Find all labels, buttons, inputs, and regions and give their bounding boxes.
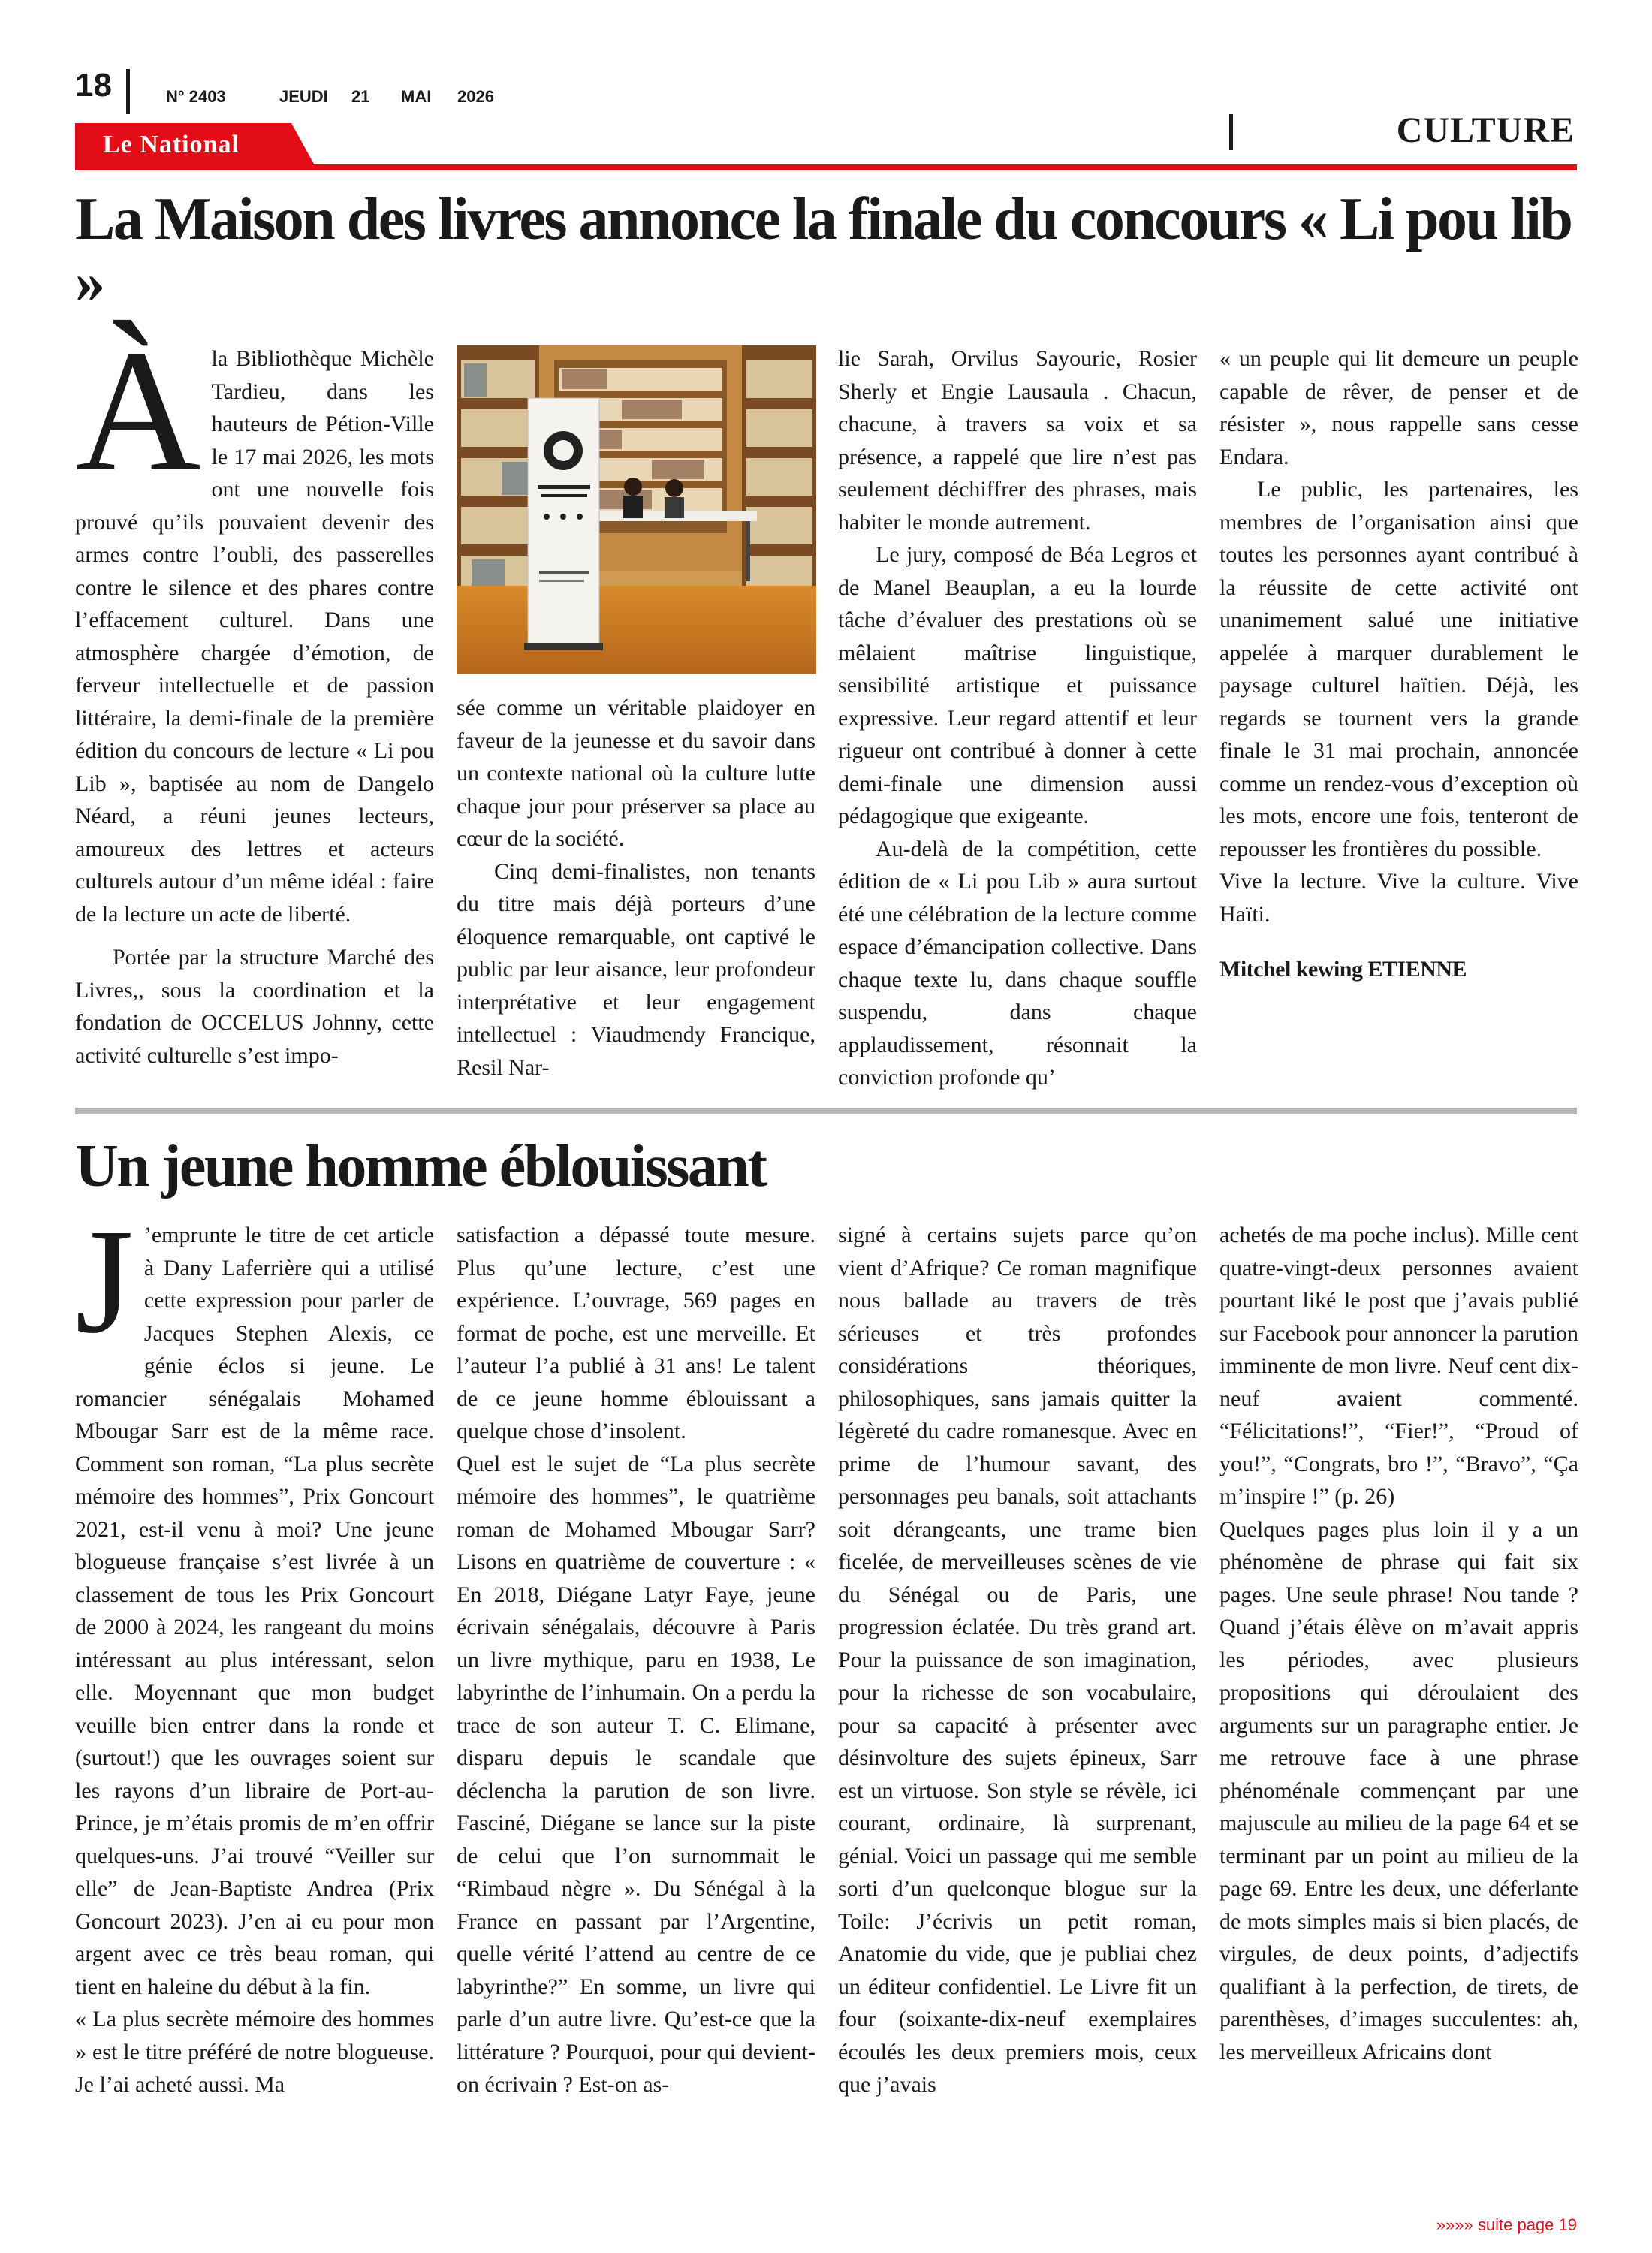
article2-column-1 [75, 1199, 434, 2101]
article1-paragraph: Au-delà de la compétition, cette édition de « Li pou Lib » aura surtout été une célébration de la lecture comme espace d’émancipation collective. Dans chaque texte lu, dans chaque souffle suspendu, dans chaque applaudissement, résonnait la conviction profonde qu’ [838, 836, 1197, 1090]
article2-paragraph: Quel est le sujet de “La plus secrète mémoire des hommes”, le quatrième roman de Mohamed Mbougar Sarr? Lisons en quatrième de couverture : « En 2018, Diégane Latyr Faye, jeune écrivain sénégalais, découvre à Paris un livre mythique, paru en 1938, Le labyrinthe de l’inhumain. On a perdu la trace de son auteur T. C. Elimane, disparu depuis le scandale que déclencha la parution de son livre. Fasciné, Diégane se lance sur la piste de celui que l’on surnommait le “Rimbaud nègre ». Du Sénégal à la France en passant par l’Argentine, quelle vérité l’attend au centre de ce labyrinthe?” En somme, un livre qui parle d’un autre livre. Qu’est-ce que la littérature ? Pourquoi, pour qui devient-on écrivain ? Est-on as- [457, 1451, 815, 2097]
issue-month: MAI [401, 87, 432, 106]
article1-paragraph: lie Sarah, Orvilus Sayourie, Rosier Sherly et Engie Lausaula . Chacun, chacune, à travers sa voix et sa présence, a rappelé que lire n’est pas seulement déchiffrer des phrases, mais habiter le monde autrement. [838, 346, 1197, 535]
article2-paragraph: « La plus secrète mémoire des hommes » est le titre préféré de notre blogueuse. Je l’ai acheté aussi. Ma [75, 2007, 434, 2097]
article1-paragraph: Vive la lecture. Vive la culture. Vive Haïti. [1219, 869, 1578, 927]
issue-number: N° 2403 [166, 87, 226, 106]
article2-dropcap: J [75, 1199, 134, 1365]
article1-column-3 [838, 342, 1197, 1094]
article1-byline: Mitchel kewing ETIENNE [1219, 957, 1467, 982]
masthead-logo [75, 123, 315, 167]
article1-paragraph: sée comme un véritable plaidoyer en faveur de la jeunesse et du savoir dans un contexte national où la culture lutte chaque jour pour préserver sa place au cœur de la société. [457, 695, 815, 851]
header-rule [75, 164, 1577, 170]
issue-date-day: 21 [351, 87, 370, 106]
section-title: CULTURE [1396, 110, 1575, 150]
continued-link[interactable]: »»»» suite page 19 [1436, 2215, 1577, 2234]
article1-paragraph: Le jury, composé de Béa Legros et de Manel Beauplan, a eu la lourde tâche d’évaluer des prestations où se mêlaient maîtrise linguistique, sensibilité artistique et puissance expressive. Leur regard attentif et leur rigueur ont contribué à donner à cette demi-finale une dimension aussi pédagogique que exigeante. [838, 542, 1197, 828]
article1-paragraph: Cinq demi-finalistes, non tenants du titre mais déjà porteurs d’une éloquence remarquable, ont captivé le public par leur aisance, leur profondeur interprétative et leur engagement intellectuel : Viaudmendy Francique, Resil Nar- [457, 858, 815, 1080]
article2-paragraph: Quelques pages plus loin il y a un phénomène de phrase qui fait six pages. Une seule phrase! Nou tande ? Quand j’étais élève on m’avait appris les périodes, avec plusieurs propositions qui déroulaient des arguments sur un paragraphe entier. Je me retrouve face à une phrase phénoménale commençant par une majuscule au milieu de la page 64 et se terminant par un point au milieu de la page 69. Entre les deux, une déferlante de mots simples mais si bien placés, de virgules, de deux points, d’adjectifs qualifiant à la perfection, de tirets, de parenthèses, d’images succulentes: ah, les merveilleux Africains dont [1219, 1516, 1578, 2064]
article2-headline: Un jeune homme éblouissant [75, 1133, 766, 1199]
article1-dropcap: À [75, 315, 201, 508]
header-divider [126, 69, 130, 114]
issue-year: 2026 [457, 87, 494, 106]
issue-day: JEUDI [279, 87, 328, 106]
article2-paragraph: signé à certains sujets parce qu’on vient d’Afrique? Ce roman magnifique nous ballade au travers de très sérieuses et très profondes considérations théoriques, philosophiques, sans jamais quitter la légèreté du cadre romanesque. Avec en prime de l’humour savant, des personnages peu banals, soit attachants soit dérangeants, une trame bien ficelée, de merveilleuses scènes de vie du Sénégal ou de Paris, une progression éclatée. Du très grand art. Pour la puissance de son imagination, pour la richesse de son vocabulaire, pour sa capacité à présenter avec désinvolture des sujets épineux, Sarr est un virtuose. Son style se révèle, ici courant, ordinaire, là surprenant, génial. Voici un passage qui me semble sorti d’un quelconque blogue sur la Toile: J’écrivis un petit roman, Anatomie du vide, que je publiai chez un éditeur confidentiel. Le Livre fit un four (soixante-dix-neuf exemplaires écoulés les deux premiers mois, ceux que j’avais [838, 1223, 1197, 2097]
article1-paragraph: Le public, les partenaires, les membres de l’organisation ainsi que toutes les personnes ayant contribué à la réussite de cette activité ont unanimement salué une initiative appelée à marquer durablement le paysage culturel haïtien. Déjà, les regards se tournent vers la grande finale le 31 mai prochain, annoncée comme un rendez-vous d’exception où les mots, encore une fois, tenteront de repousser les frontières du possible. [1219, 477, 1578, 861]
article1-paragraph: la Bibliothèque Michèle Tardieu, dans les hauteurs de Pétion-Ville le 17 mai 2026, les mots ont une nouvelle fois prouvé qu’ils pouvaient devenir des armes contre l’oubli, des passerelles contre le silence et des phares contre l’effacement culturel. Dans une atmosphère chargée d’émotion, de ferveur intellectuelle et de passion littéraire, la demi-finale de la première édition du concours de lecture « Li pou Lib », baptisée au nom de Dangelo Néard, a réuni jeunes lecteurs, amoureux des lettres et acteurs culturels autour d’un même idéal : faire de la lecture un acte de liberté. [75, 346, 434, 927]
article-separator [75, 1108, 1577, 1114]
article1-paragraph: « un peuple qui lit demeure un peuple capable de rêver, de penser et de résister », nous rappelle sans cesse Endara. [1219, 346, 1578, 469]
article1-column-2 [457, 692, 815, 1084]
article2-paragraph: satisfaction a dépassé toute mesure. Plus qu’une lecture, c’est une expérience. L’ouvrage, 569 pages en format de poche, est une merveille. Et l’auteur l’a publié à 31 ans! Le talent de ce jeune homme éblouissant a quelque chose d’insolent. [457, 1223, 815, 1443]
article2-column-4 [1219, 1219, 1578, 2068]
article2-paragraph: achetés de ma poche inclus). Mille cent quatre-vingt-deux personnes avaient pourtant liké le post que j’avais publié sur Facebook pour annoncer la parution imminente de mon livre. Neuf cent dix-neuf avaient commenté. “Félicitations!”, “Fier!”, “Proud of you!”, “Congrats, bro !”, “Bravo”, “Ça m’inspire !” (p. 26) [1219, 1223, 1578, 1509]
article1-headline: La Maison des livres annonce la finale du concours « Li pou lib » [75, 186, 1572, 315]
article2-paragraph: ’emprunte le titre de cet article à Dany Laferrière qui a utilisé cette expression pour parler de Jacques Stephen Alexis, ce génie éclos si jeune. Le romancier sénégalais Mohamed Mbougar Sarr est de la même race. Comment son roman, “La plus secrète mémoire des hommes”, Prix Goncourt 2021, est-il venu à moi? Une jeune blogueuse française s’est livrée à un classement de tous les Prix Goncourt de 2000 à 2024, les rangeant du moins intéressant au plus intéressant, selon elle. Moyennant que mon budget veuille bien entrer dans la ronde et (surtout!) que les ouvrages soient sur les rayons d’un libraire de Port-au-Prince, je m’étais promis de m’en offrir quelques-uns. J’ai trouvé “Veiller sur elle” de Jean-Baptiste Andrea (Prix Goncourt 2023). J’en ai eu pour mon argent avec ce très beau roman, qui tient en haleine du début à la fin. [75, 1223, 434, 1999]
article2-column-2 [457, 1219, 815, 2101]
article1-column-1 [75, 315, 434, 1072]
article1-paragraph: Portée par la structure Marché des Livres,, sous la coordination et la fondation de OCCELUS Johnny, cette activité culturelle s’est impo- [75, 945, 434, 1068]
page-number: 18 [75, 67, 112, 104]
article2-column-3 [838, 1219, 1197, 2101]
masthead-text: Le National [103, 131, 240, 158]
article1-photo [457, 345, 816, 674]
section-divider [1229, 114, 1233, 150]
article1-column-4 [1219, 342, 1578, 986]
